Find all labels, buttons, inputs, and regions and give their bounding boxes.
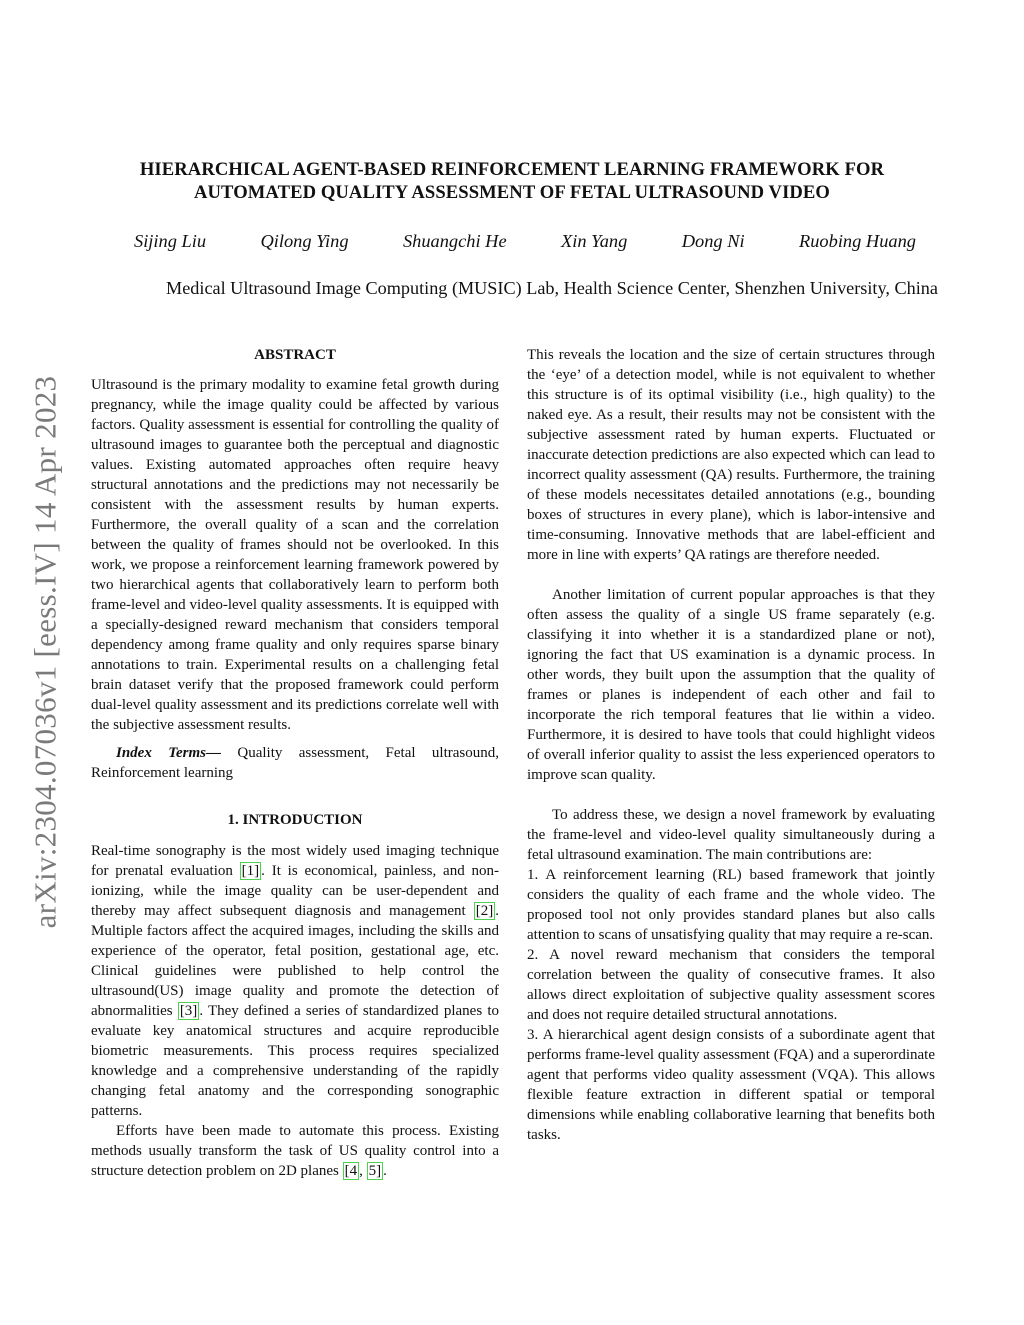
author-affiliation: Medical Ultrasound Image Computing (MUSIC) Lab, Health Science Center, Shenzhen University, China — [166, 278, 938, 298]
intro-text-segment: . It is economical, painless, and non-ionizing, while the image quality can be user-dependent and thereby may affect subsequent diagnosis and management — [91, 863, 499, 919]
paper-title-line-2: AUTOMATED QUALITY ASSESSMENT OF FETAL ULTRASOUND VIDEO — [193, 182, 830, 203]
citation-link-5[interactable]: 5] — [368, 1163, 382, 1179]
right-paragraph-2: Another limitation of current popular approaches is that they often assess the quality of a single US frame separately (e.g. classifying it into whether it is a standardized plane or not), ignoring the fact that US examination is a dynamic process. In other words, they built upon the assumption that the quality of frames or planes is independent of each other and fail to incorporate the rich temporal features that lie within a video. Furthermore, it is desired to have tools that could highlight videos of overall inferior quality to assist the less experienced operators to improve scan quality. — [527, 587, 935, 783]
left-column — [91, 345, 499, 1181]
author-name: Ruobing Huang — [799, 231, 916, 251]
intro-text-segment: . — [383, 1163, 387, 1179]
abstract-heading: ABSTRACT — [254, 347, 336, 363]
author-name: Sijing Liu — [134, 231, 207, 251]
right-paragraph-3: To address these, we design a novel framework by evaluating the frame-level and video-level quality simultaneously during a fetal ultrasound examination. The main contributions are: — [527, 807, 935, 863]
citation-separator: , — [359, 1163, 367, 1179]
right-column — [527, 345, 935, 1145]
author-name: Dong Ni — [681, 231, 745, 251]
paper-title — [60, 158, 964, 204]
intro-text-segment: Efforts have been made to automate this process. Existing methods usually transform the task of US quality control into a structure detection problem on 2D planes — [91, 1123, 499, 1179]
intro-paragraph-1 — [91, 841, 499, 1121]
intro-text-segment: . They defined a series of standardized planes to evaluate key anatomical structures and acquire reproducible biometric measurements. This process requires specialized knowledge and a comprehensive understanding of the rapidly changing fetal anatomy and the corresponding sonographic patterns. — [91, 1003, 499, 1119]
arxiv-identifier-text: arXiv:2304.07036v1 [eess.IV] 14 Apr 2023 — [27, 375, 63, 929]
citation-link-3[interactable]: [3] — [179, 1003, 198, 1019]
index-terms-label: Index Terms— — [116, 745, 222, 761]
citation-link-4[interactable]: [4 — [344, 1163, 358, 1179]
citation-link-1[interactable]: [1] — [241, 863, 260, 879]
author-name: Shuangchi He — [402, 231, 507, 251]
arxiv-identifier-stamp — [25, 352, 65, 952]
contribution-item-2: 2. A novel reward mechanism that considers the temporal correlation between the quality of consecutive frames. It also allows direct exploitation of subjective quality assessment scores and does not require detailed structural annotations. — [527, 947, 935, 1023]
abstract-text: Ultrasound is the primary modality to examine fetal growth during pregnancy, while the image quality could be affected by various factors. Quality assessment is essential for controlling the quality of ultrasound images to guarantee both the perceptual and diagnostic values. Existing automated approaches often require heavy structural annotations and the predictions may not necessarily be consistent with the assessment results by human experts. Furthermore, the overall quality of a scan and the correlation between the quality of frames should not be overlooked. In this work, we propose a reinforcement learning framework powered by two hierarchical agents that collaboratively learn to perform both frame-level and video-level quality assessments. It is equipped with a specially-designed reward mechanism that considers temporal dependency among frame quality and only requires sparse binary annotations to train. Experimental results on a challenging fetal brain dataset verify that the proposed framework could perform dual-level quality assessment and its predictions correlate well with the subjective assessment results. — [91, 377, 499, 733]
citation-link-2[interactable]: [2] — [475, 903, 494, 919]
contribution-item-1: 1. A reinforcement learning (RL) based framework that jointly considers the quality of each frame and the whole video. The proposed tool not only provides standard planes but also calls attention to scans of unsatisfying quality that may require a re-scan. — [527, 867, 935, 943]
right-paragraph-1: This reveals the location and the size of certain structures through the ‘eye’ of a detection model, while is not equivalent to whether this structure is of its optimal visibility (i.e., high quality) to the naked eye. As a result, their results may not be consistent with the subjective assessment rated by human experts. Fluctuated or inaccurate detection predictions are also expected which can lead to incorrect quality assessment (QA) results. Furthermore, the training of these models necessitates detailed annotations (e.g., bounding boxes of structures in every plane), which is labor-intensive and time-consuming. Innovative methods that are label-efficient and more in line with experts’ QA ratings are therefore needed. — [527, 347, 935, 563]
index-terms — [91, 743, 499, 783]
intro-paragraph-2 — [91, 1121, 499, 1181]
index-terms-text: Quality assessment, Fetal ultrasound, Reinforcement learning — [91, 745, 500, 781]
introduction-heading: 1. INTRODUCTION — [227, 812, 363, 828]
intro-text-segment: . Multiple factors affect the acquired images, including the skills and experience of the operator, fetal position, gestational age, etc. Clinical guidelines were published to help control the ultrasound(US) image quality and promote the detection of abnormalities — [91, 903, 499, 1019]
intro-text-segment: Real-time sonography is the most widely used imaging technique for prenatal evaluation — [91, 843, 499, 879]
author-name: Xin Yang — [561, 231, 628, 251]
author-list — [134, 231, 916, 252]
paper-title-line-1: HIERARCHICAL AGENT-BASED REINFORCEMENT LEARNING FRAMEWORK FOR — [139, 159, 885, 180]
author-name: Qilong Ying — [260, 231, 349, 251]
contribution-item-3: 3. A hierarchical agent design consists of a subordinate agent that performs frame-level quality assessment (FQA) and a superordinate agent that performs video quality assessment (VQA). This allows flexible feature extraction in different spatial or temporal dimensions while enabling collaborative learning that benefits both tasks. — [527, 1027, 935, 1143]
